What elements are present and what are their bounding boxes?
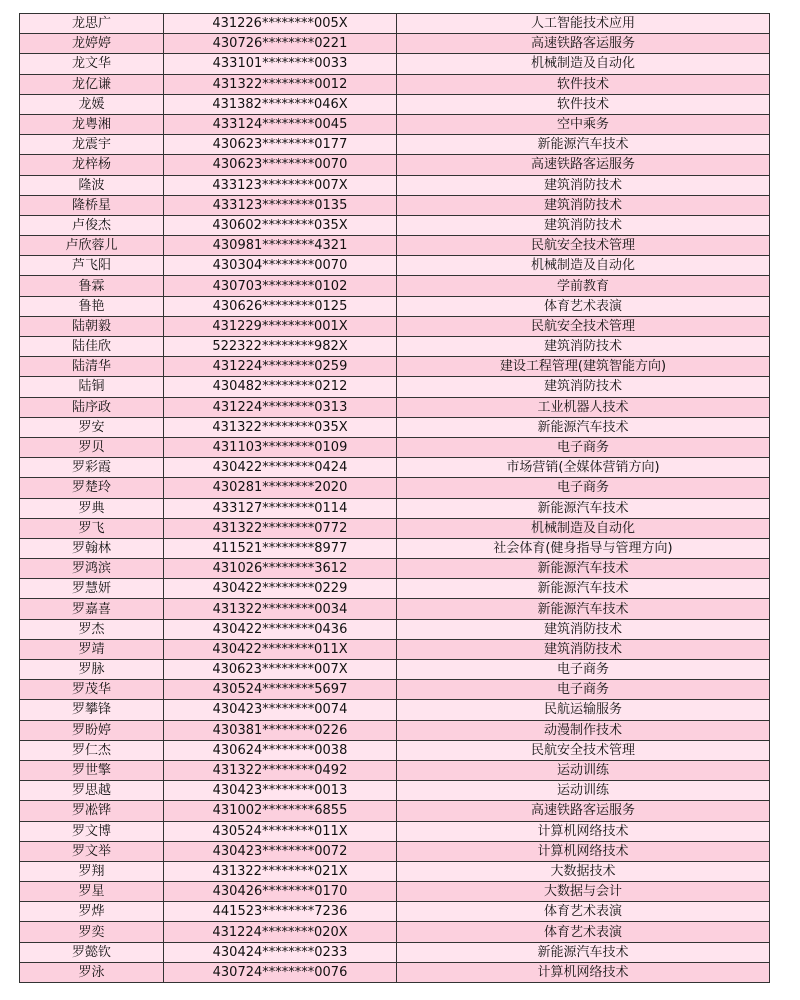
student-name-cell: 罗翔 xyxy=(20,861,164,881)
id-number-cell: 430422********0229 xyxy=(164,579,397,599)
id-number-cell: 430422********0436 xyxy=(164,619,397,639)
student-name-cell: 龙思广 xyxy=(20,14,164,34)
id-number-cell: 430524********011X xyxy=(164,821,397,841)
table-row xyxy=(20,478,770,498)
table-row xyxy=(20,518,770,538)
id-number-cell: 431382********046X xyxy=(164,94,397,114)
major-cell: 电子商务 xyxy=(397,478,770,498)
major-cell: 民航安全技术管理 xyxy=(397,316,770,336)
major-cell: 运动训练 xyxy=(397,760,770,780)
major-cell: 电子商务 xyxy=(397,660,770,680)
student-name-cell: 卢欣蓉儿 xyxy=(20,236,164,256)
student-name-cell: 罗贝 xyxy=(20,437,164,457)
major-cell: 新能源汽车技术 xyxy=(397,579,770,599)
student-name-cell: 罗世擎 xyxy=(20,760,164,780)
table-row xyxy=(20,195,770,215)
table-row xyxy=(20,276,770,296)
id-number-cell: 430424********0233 xyxy=(164,942,397,962)
student-name-cell: 罗鸿滨 xyxy=(20,559,164,579)
table-row xyxy=(20,175,770,195)
id-number-cell: 430726********0221 xyxy=(164,34,397,54)
table-row xyxy=(20,962,770,982)
id-number-cell: 431322********021X xyxy=(164,861,397,881)
major-cell: 电子商务 xyxy=(397,437,770,457)
major-cell: 民航安全技术管理 xyxy=(397,740,770,760)
student-name-cell: 隆桥星 xyxy=(20,195,164,215)
table-row xyxy=(20,882,770,902)
id-number-cell: 430623********007X xyxy=(164,660,397,680)
major-cell: 市场营销(全媒体营销方向) xyxy=(397,458,770,478)
id-number-cell: 430422********0424 xyxy=(164,458,397,478)
table-row xyxy=(20,619,770,639)
student-name-cell: 罗泳 xyxy=(20,962,164,982)
student-name-cell: 罗楚玲 xyxy=(20,478,164,498)
student-name-cell: 罗文举 xyxy=(20,841,164,861)
id-number-cell: 431226********005X xyxy=(164,14,397,34)
major-cell: 学前教育 xyxy=(397,276,770,296)
id-number-cell: 431322********0012 xyxy=(164,74,397,94)
major-cell: 新能源汽车技术 xyxy=(397,498,770,518)
student-name-cell: 罗典 xyxy=(20,498,164,518)
student-name-cell: 罗攀锋 xyxy=(20,700,164,720)
id-number-cell: 430304********0070 xyxy=(164,256,397,276)
id-number-cell: 430482********0212 xyxy=(164,377,397,397)
student-name-cell: 龙梓杨 xyxy=(20,155,164,175)
table-row xyxy=(20,34,770,54)
major-cell: 软件技术 xyxy=(397,94,770,114)
table-row xyxy=(20,902,770,922)
id-number-cell: 430624********0038 xyxy=(164,740,397,760)
table-row xyxy=(20,700,770,720)
table-row xyxy=(20,639,770,659)
student-name-cell: 罗嘉喜 xyxy=(20,599,164,619)
id-number-cell: 433101********0033 xyxy=(164,54,397,74)
major-cell: 动漫制作技术 xyxy=(397,720,770,740)
student-name-cell: 龙粤湘 xyxy=(20,114,164,134)
id-number-cell: 431224********020X xyxy=(164,922,397,942)
student-name-cell: 陆序政 xyxy=(20,397,164,417)
major-cell: 建筑消防技术 xyxy=(397,639,770,659)
table-row xyxy=(20,54,770,74)
student-name-cell: 罗脉 xyxy=(20,660,164,680)
major-cell: 体育艺术表演 xyxy=(397,902,770,922)
table-row xyxy=(20,114,770,134)
table-row xyxy=(20,801,770,821)
id-number-cell: 430423********0072 xyxy=(164,841,397,861)
table-row xyxy=(20,74,770,94)
student-name-cell: 龙震宇 xyxy=(20,135,164,155)
student-name-cell: 芦飞阳 xyxy=(20,256,164,276)
table-row xyxy=(20,236,770,256)
id-number-cell: 411521********8977 xyxy=(164,538,397,558)
id-number-cell: 430524********5697 xyxy=(164,680,397,700)
id-number-cell: 431103********0109 xyxy=(164,437,397,457)
table-row xyxy=(20,357,770,377)
table-row xyxy=(20,94,770,114)
id-number-cell: 430381********0226 xyxy=(164,720,397,740)
major-cell: 机械制造及自动化 xyxy=(397,54,770,74)
student-list-sheet xyxy=(19,13,770,983)
table-row xyxy=(20,397,770,417)
major-cell: 建筑消防技术 xyxy=(397,195,770,215)
table-row xyxy=(20,377,770,397)
student-name-cell: 陆铜 xyxy=(20,377,164,397)
student-name-cell: 罗安 xyxy=(20,417,164,437)
table-row xyxy=(20,498,770,518)
id-number-cell: 430422********011X xyxy=(164,639,397,659)
student-table xyxy=(19,13,770,983)
id-number-cell: 441523********7236 xyxy=(164,902,397,922)
major-cell: 建设工程管理(建筑智能方向) xyxy=(397,357,770,377)
student-name-cell: 罗彩霞 xyxy=(20,458,164,478)
major-cell: 新能源汽车技术 xyxy=(397,417,770,437)
id-number-cell: 431229********001X xyxy=(164,316,397,336)
id-number-cell: 433127********0114 xyxy=(164,498,397,518)
student-name-cell: 罗茂华 xyxy=(20,680,164,700)
id-number-cell: 430423********0074 xyxy=(164,700,397,720)
student-name-cell: 罗盼婷 xyxy=(20,720,164,740)
student-name-cell: 罗慧妍 xyxy=(20,579,164,599)
id-number-cell: 431322********035X xyxy=(164,417,397,437)
id-number-cell: 431002********6855 xyxy=(164,801,397,821)
id-number-cell: 433123********007X xyxy=(164,175,397,195)
table-row xyxy=(20,215,770,235)
table-row xyxy=(20,458,770,478)
id-number-cell: 430602********035X xyxy=(164,215,397,235)
major-cell: 运动训练 xyxy=(397,781,770,801)
student-name-cell: 罗文博 xyxy=(20,821,164,841)
id-number-cell: 430281********2020 xyxy=(164,478,397,498)
table-row xyxy=(20,821,770,841)
table-row xyxy=(20,135,770,155)
table-row xyxy=(20,559,770,579)
student-name-cell: 卢俊杰 xyxy=(20,215,164,235)
table-row xyxy=(20,760,770,780)
major-cell: 新能源汽车技术 xyxy=(397,599,770,619)
table-row xyxy=(20,660,770,680)
major-cell: 计算机网络技术 xyxy=(397,962,770,982)
table-row xyxy=(20,680,770,700)
table-row xyxy=(20,14,770,34)
student-name-cell: 隆波 xyxy=(20,175,164,195)
student-name-cell: 罗思越 xyxy=(20,781,164,801)
major-cell: 机械制造及自动化 xyxy=(397,518,770,538)
student-name-cell: 罗仁杰 xyxy=(20,740,164,760)
major-cell: 计算机网络技术 xyxy=(397,821,770,841)
id-number-cell: 430623********0070 xyxy=(164,155,397,175)
student-name-cell: 罗烨 xyxy=(20,902,164,922)
student-name-cell: 龙婷婷 xyxy=(20,34,164,54)
major-cell: 新能源汽车技术 xyxy=(397,559,770,579)
table-row xyxy=(20,781,770,801)
major-cell: 大数据与会计 xyxy=(397,882,770,902)
major-cell: 软件技术 xyxy=(397,74,770,94)
student-name-cell: 罗杰 xyxy=(20,619,164,639)
id-number-cell: 430981********4321 xyxy=(164,236,397,256)
id-number-cell: 433123********0135 xyxy=(164,195,397,215)
table-row xyxy=(20,155,770,175)
id-number-cell: 431322********0034 xyxy=(164,599,397,619)
id-number-cell: 430423********0013 xyxy=(164,781,397,801)
student-table-body xyxy=(20,14,770,983)
table-row xyxy=(20,861,770,881)
id-number-cell: 430626********0125 xyxy=(164,296,397,316)
student-name-cell: 罗奕 xyxy=(20,922,164,942)
table-row xyxy=(20,437,770,457)
student-name-cell: 罗翰林 xyxy=(20,538,164,558)
major-cell: 民航运输服务 xyxy=(397,700,770,720)
major-cell: 社会体育(健身指导与管理方向) xyxy=(397,538,770,558)
student-name-cell: 鲁霖 xyxy=(20,276,164,296)
major-cell: 人工智能技术应用 xyxy=(397,14,770,34)
student-name-cell: 陆佳欣 xyxy=(20,337,164,357)
major-cell: 建筑消防技术 xyxy=(397,377,770,397)
table-row xyxy=(20,720,770,740)
major-cell: 高速铁路客运服务 xyxy=(397,801,770,821)
table-row xyxy=(20,740,770,760)
id-number-cell: 430724********0076 xyxy=(164,962,397,982)
id-number-cell: 430703********0102 xyxy=(164,276,397,296)
table-row xyxy=(20,296,770,316)
major-cell: 体育艺术表演 xyxy=(397,296,770,316)
major-cell: 机械制造及自动化 xyxy=(397,256,770,276)
major-cell: 高速铁路客运服务 xyxy=(397,34,770,54)
major-cell: 建筑消防技术 xyxy=(397,337,770,357)
student-name-cell: 罗飞 xyxy=(20,518,164,538)
id-number-cell: 522322********982X xyxy=(164,337,397,357)
table-row xyxy=(20,599,770,619)
major-cell: 高速铁路客运服务 xyxy=(397,155,770,175)
student-name-cell: 鲁艳 xyxy=(20,296,164,316)
major-cell: 电子商务 xyxy=(397,680,770,700)
id-number-cell: 430426********0170 xyxy=(164,882,397,902)
table-row xyxy=(20,538,770,558)
table-row xyxy=(20,922,770,942)
major-cell: 民航安全技术管理 xyxy=(397,236,770,256)
major-cell: 工业机器人技术 xyxy=(397,397,770,417)
student-name-cell: 龙文华 xyxy=(20,54,164,74)
table-row xyxy=(20,256,770,276)
student-name-cell: 罗懿钦 xyxy=(20,942,164,962)
id-number-cell: 431322********0772 xyxy=(164,518,397,538)
table-row xyxy=(20,337,770,357)
table-row xyxy=(20,579,770,599)
student-name-cell: 罗星 xyxy=(20,882,164,902)
student-name-cell: 龙亿谦 xyxy=(20,74,164,94)
table-row xyxy=(20,942,770,962)
major-cell: 体育艺术表演 xyxy=(397,922,770,942)
major-cell: 空中乘务 xyxy=(397,114,770,134)
major-cell: 新能源汽车技术 xyxy=(397,942,770,962)
table-row xyxy=(20,841,770,861)
student-name-cell: 罗凇铧 xyxy=(20,801,164,821)
major-cell: 大数据技术 xyxy=(397,861,770,881)
id-number-cell: 431224********0259 xyxy=(164,357,397,377)
id-number-cell: 431322********0492 xyxy=(164,760,397,780)
table-row xyxy=(20,417,770,437)
major-cell: 新能源汽车技术 xyxy=(397,135,770,155)
student-name-cell: 陆朝毅 xyxy=(20,316,164,336)
major-cell: 建筑消防技术 xyxy=(397,175,770,195)
table-row xyxy=(20,316,770,336)
id-number-cell: 430623********0177 xyxy=(164,135,397,155)
student-name-cell: 罗靖 xyxy=(20,639,164,659)
major-cell: 计算机网络技术 xyxy=(397,841,770,861)
student-name-cell: 龙媛 xyxy=(20,94,164,114)
id-number-cell: 433124********0045 xyxy=(164,114,397,134)
major-cell: 建筑消防技术 xyxy=(397,619,770,639)
id-number-cell: 431224********0313 xyxy=(164,397,397,417)
id-number-cell: 431026********3612 xyxy=(164,559,397,579)
major-cell: 建筑消防技术 xyxy=(397,215,770,235)
student-name-cell: 陆清华 xyxy=(20,357,164,377)
